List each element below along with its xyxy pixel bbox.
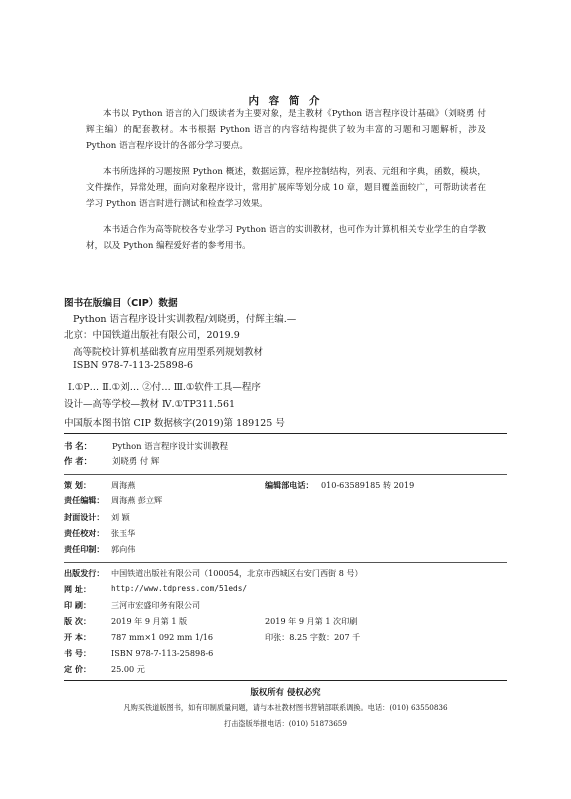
copyright-notice: 版权所有 侵权必究	[250, 687, 321, 697]
sheets-value: 印张：8.25 字数：207 千	[265, 632, 361, 642]
summary-paragraph-1: 本书以 Python 语言的入门级读者为主要对象，是主教材《Python 语言程序设计基础》（刘晓勇 付辉主编）的配套教材。本书根据 Python 语言的内容结构提供了较为丰富的习题和习题解析，涉及 Python 语言程序设计的各部分学习要点。	[86, 109, 486, 151]
phone-value: 010-63589185 转 2019	[321, 480, 415, 490]
publisher-value: 中国铁道出版社有限公司（100054，北京市西城区右安门西街 8 号）	[111, 568, 363, 578]
impression-value: 2019 年 9 月第 1 次印刷	[265, 616, 358, 626]
responsible-editor-value: 周海燕 彭立辉	[111, 495, 163, 505]
website-link[interactable]: http://www.tdpress.com/51eds/	[111, 584, 248, 593]
piracy-hotline: 打击盗版举报电话：(010) 51873659	[224, 719, 347, 728]
printer-value: 三河市宏盛印务有限公司	[111, 600, 201, 610]
cip-line-1: Python 语言程序设计实训教程/刘晓勇，付辉主编.—	[73, 314, 297, 325]
cover-design-label: 封面设计：	[64, 512, 105, 522]
cip-line-3: 高等院校计算机基础教育应用型系列规划教材	[73, 347, 264, 358]
proofreader-label: 责任校对：	[64, 528, 105, 538]
divider-top	[64, 433, 507, 434]
proofreader-value: 张玉华	[111, 528, 136, 538]
planning-label: 策 划：	[64, 480, 92, 490]
edition-value: 2019 年 9 月第 1 版	[111, 616, 188, 626]
responsible-editor-label: 责任编辑：	[64, 495, 105, 505]
phone-label: 编辑部电话：	[265, 480, 314, 490]
format-label: 开 本：	[64, 632, 92, 642]
price-value: 25.00 元	[111, 664, 145, 674]
divider-editors	[64, 474, 507, 475]
isbn-value: ISBN 978-7-113-25898-6	[111, 648, 214, 658]
publisher-label: 出版发行：	[64, 568, 105, 578]
print-supervisor-value: 郭向伟	[111, 544, 136, 554]
cip-line-isbn: ISBN 978-7-113-25898-6	[73, 360, 193, 371]
book-title-label: 书 名：	[64, 441, 93, 451]
cover-design-value: 刘 颖	[111, 512, 130, 522]
author-label: 作 者：	[64, 456, 93, 466]
author-value: 刘晓勇 付 辉	[112, 456, 160, 466]
divider-bottom	[64, 680, 507, 681]
cip-line-record-no: 中国版本图书馆 CIP 数据核字(2019)第 189125 号	[64, 418, 285, 429]
divider-publication	[64, 562, 507, 563]
website-label: 网 址：	[64, 584, 92, 594]
print-supervisor-label: 责任印制：	[64, 544, 105, 554]
edition-label: 版 次：	[64, 616, 92, 626]
quality-notice: 凡购买铁道版图书，如有印制质量问题，请与本社教材图书营销部联系调换。电话：(010) 63550836	[123, 703, 448, 712]
summary-paragraph-3: 本书适合作为高等院校各专业学习 Python 语言的实训教材，也可作为计算机相关专业学生的自学教材，以及 Python 编程爱好者的参考用书。	[86, 225, 486, 251]
summary-paragraph-2: 本书所选择的习题按照 Python 概述，数据运算，程序控制结构，列表、元组和字典，函数，模块，文件操作，异常处理，面向对象程序设计，常用扩展库等划分成 10 章，题目覆盖面较广，可帮助读者在学习 Python 语言时进行测试和检查学习效果。	[86, 167, 486, 209]
book-title-value: Python 语言程序设计实训教程	[112, 441, 228, 451]
planning-value: 周海燕	[111, 480, 136, 490]
summary-title: 内 容 简 介	[248, 95, 323, 107]
isbn-label: 书 号：	[64, 648, 92, 658]
cip-line-classification-cont: 设计—高等学校—教材 Ⅳ.①TP311.561	[64, 399, 236, 410]
format-value: 787 mm×1 092 mm 1/16	[111, 632, 213, 642]
price-label: 定 价：	[64, 664, 92, 674]
printer-label: 印 刷：	[64, 600, 92, 610]
cip-heading: 图书在版编目（CIP）数据	[64, 298, 178, 309]
cip-line-classification: Ⅰ.①P… Ⅱ.①刘… ②付… Ⅲ.①软件工具—程序	[68, 382, 261, 393]
cip-line-2: 北京：中国铁道出版社有限公司，2019.9	[64, 330, 240, 341]
